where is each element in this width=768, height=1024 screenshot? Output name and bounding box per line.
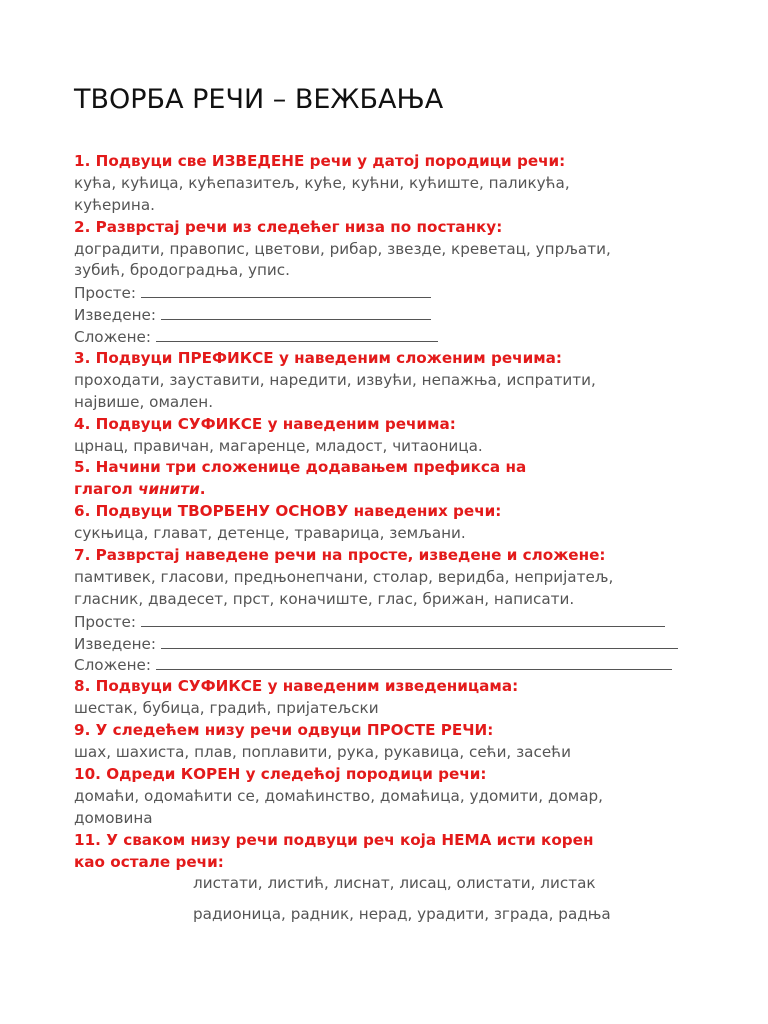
exercise-5-heading-line-1: 5. Начини три сложенице додавањем префикса на (74, 458, 527, 477)
answer-blank[interactable] (141, 611, 665, 627)
answer-blank[interactable] (156, 326, 438, 342)
exercise-2-text-line-1: доградити, правопис, цветови, рибар, звезде, креветац, упрљати, (74, 239, 611, 258)
exercise-3-text-line-1: проходати, зауставити, наредити, извући, непажња, испратити, (74, 370, 596, 389)
answer-label: Просте: (74, 612, 141, 631)
answer-blank[interactable] (161, 633, 678, 649)
exercise-2-heading: 2. Разврстај речи из следећег низа по постанку: (74, 217, 503, 236)
exercise-2-answer-compound (74, 326, 724, 348)
answer-blank[interactable] (156, 654, 672, 670)
exercise-7-answer-compound (74, 654, 724, 676)
answer-label: Изведене: (74, 306, 161, 325)
answer-label: Сложене: (74, 656, 156, 675)
exercise-8-heading: 8. Подвуци СУФИКСЕ у наведеним изведеницама: (74, 677, 519, 696)
exercise-11-heading-line-2: као остале речи: (74, 852, 224, 871)
answer-label: Сложене: (74, 328, 156, 347)
exercise-9-heading: 9. У следећем низу речи одвуци ПРОСТЕ РЕЧИ: (74, 721, 494, 740)
exercise-6-heading: 6. Подвуци ТВОРБЕНУ ОСНОВУ наведених речи: (74, 502, 502, 521)
exercise-11-heading-line-1: 11. У сваком низу речи подвуци реч која НЕМА исти корен (74, 830, 594, 849)
exercise-11-row-2: радионица, радник, нерад, урадити, зграда, радња (193, 905, 611, 924)
exercise-4-text-line-1: црнац, правичан, магаренце, младост, читаоница. (74, 436, 483, 455)
exercise-11-row-1: листати, листић, лиснат, лисац, олистати, листак (193, 874, 596, 893)
exercise-9-text-line-1: шах, шахиста, плав, поплавити, рука, рукавица, сећи, засећи (74, 743, 571, 762)
exercise-1-heading: 1. Подвуци све ИЗВЕДЕНЕ речи у датој породици речи: (74, 152, 566, 170)
exercise-4-heading: 4. Подвуци СУФИКСЕ у наведеним речима: (74, 414, 456, 433)
verb-suffix-text: . (199, 480, 206, 499)
answer-label: Изведене: (74, 634, 161, 653)
answer-label: Просте: (74, 284, 141, 303)
exercise-1-text-line-2: кућерина. (74, 195, 155, 214)
exercise-5-heading-line-2 (74, 479, 724, 501)
exercise-10-text-line-1: домаћи, одомаћити се, домаћинство, домаћица, удомити, домар, (74, 786, 603, 805)
answer-blank[interactable] (161, 304, 431, 320)
exercise-3-heading: 3. Подвуци ПРЕФИКСЕ у наведеним сложеним речима: (74, 349, 562, 368)
exercise-6-text-line-1: сукњица, глават, детенце, траварица, земљани. (74, 524, 466, 543)
exercise-7-text-line-1: памтивек, гласови, предњонепчани, столар, веридба, непријатељ, (74, 567, 614, 586)
page-title: ТВОРБА РЕЧИ – ВЕЖБАЊА (74, 84, 444, 115)
answer-blank[interactable] (141, 282, 431, 298)
exercise-1-text-line-1: кућа, кућица, кућепазитељ, куће, кућни, кућиште, паликућа, (74, 173, 570, 192)
exercise-2-answer-simple (74, 282, 724, 304)
exercise-10-heading: 10. Одреди КОРЕН у следећој породици речи: (74, 764, 487, 783)
exercise-2-answer-derived (74, 304, 724, 326)
exercise-7-text-line-2: гласник, двадесет, прст, коначиште, глас, брижан, написати. (74, 589, 575, 608)
exercise-7-heading: 7. Разврстај наведене речи на просте, изведене и сложене: (74, 546, 606, 565)
exercise-list (74, 151, 724, 926)
verb-prefix-text: глагол (74, 480, 139, 499)
exercise-7-answer-derived (74, 633, 724, 655)
exercise-10-text-line-2: домовина (74, 808, 153, 827)
exercise-7-answer-simple (74, 611, 724, 633)
exercise-8-text-line-1: шестак, бубица, градић, пријатељски (74, 699, 379, 718)
exercise-2-text-line-2: зубић, бродоградња, упис. (74, 261, 290, 280)
exercise-3-text-line-2: највише, омален. (74, 392, 214, 411)
verb-italic: чинити (138, 480, 200, 499)
